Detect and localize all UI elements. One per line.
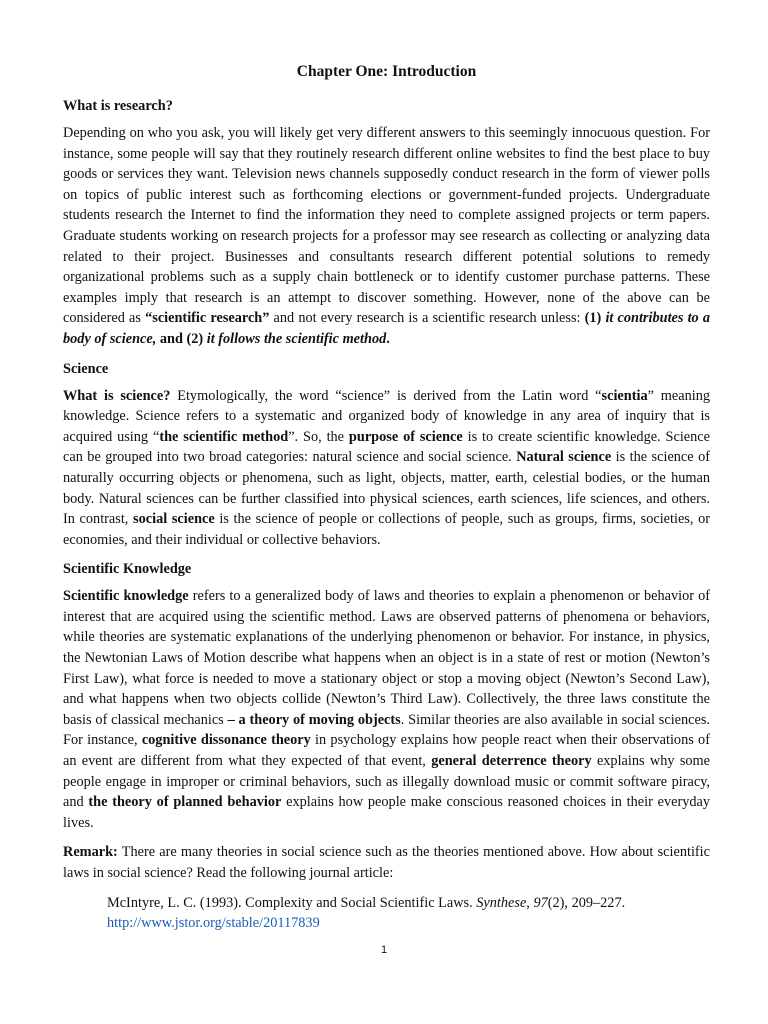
chapter-title: Chapter One: Introduction [296, 63, 477, 80]
emphasis-text: it follows the scientific method [206, 330, 387, 347]
emphasis-text: the theory of planned behavior [88, 794, 282, 811]
emphasis-text: scientia [601, 387, 648, 404]
emphasis-text: cognitive dissonance theory [141, 732, 311, 749]
emphasis-text: the scientific method [159, 428, 289, 445]
citation-journal: Synthese [476, 894, 527, 911]
emphasis-text: social science [133, 511, 215, 528]
emphasis-text: What is science? [63, 387, 171, 404]
emphasis-text: Natural science [516, 449, 612, 466]
section-heading-science: Science [63, 360, 109, 377]
citation-separator: , [526, 894, 534, 911]
emphasis-text: – a theory of moving objects [227, 711, 401, 728]
emphasis-text: it contributes to a body of science, [63, 310, 710, 347]
paragraph-scientific-knowledge: Scientific knowledge refers to a generalized body of laws and theories to explain a phenomenon or behavior of interest that are acquired using the scientific method. Laws are observed patterns of phenomena or behaviors, while theories are systematic explanations of the underlying phenomenon or behavior. For instance, in physics, the Newtonian Laws of Motion describe what happens when an object is in a state of rest or motion (Newton’s First Law), what force is needed to move a stationary object or stop a moving object (Newton’s Second Law), and what happens when two objects collide (Newton’s Third Law). Collectively, the three laws constitute the basis of classical mechanics – a theory of moving objects. Similar theories are also available in social sciences. For instance, cognitive dissonance theory in psychology explains how people react when their observations of an event are different from what they expected of that event, general deterrence theory explains why some people engage in improper or criminal behaviors, such as illegally download music or commit software piracy, and the theory of planned behavior explains how people make conscious reasoned choices in their everyday lives. [63, 588, 711, 831]
emphasis-text: (1) [584, 310, 606, 327]
paragraph-science: What is science? Etymologically, the word “science” is derived from the Latin word “scientia” meaning knowledge. Science refers to a systematic and organized body of knowledge in any area of inquiry that is acquired using “the scientific method”. So, the purpose of science is to create scientific knowledge. Science can be grouped into two broad categories: natural science and social science. Natural science is the science of naturally occurring objects or phenomena, such as light, objects, matter, earth, celestial bodies, or the human body. Natural sciences can be further classified into physical sciences, earth sciences, life sciences, and others. In contrast, social science is the science of people or collections of people, such as groups, firms, societies, or economies, and their individual or collective behaviors. [63, 387, 711, 548]
reference-link[interactable]: http://www.jstor.org/stable/20117839 [107, 915, 320, 932]
reference-citation [107, 893, 710, 934]
emphasis-text: general deterrence theory [431, 753, 592, 770]
section-heading-what-is-research: What is research? [63, 98, 173, 114]
emphasis-text: Remark: [63, 844, 118, 861]
emphasis-text: and (2) [156, 330, 207, 347]
emphasis-text: purpose of science [348, 428, 463, 445]
page-number: 1 [380, 944, 388, 956]
citation-issue-pages: (2), 209–227. [547, 894, 626, 911]
citation-volume: 97 [533, 894, 548, 911]
section-heading-scientific-knowledge: Scientific Knowledge [63, 561, 192, 578]
emphasis-text: “scientific research” [145, 310, 270, 327]
emphasis-text: Scientific knowledge [63, 588, 189, 605]
remark-paragraph: Remark: There are many theories in social science such as the theories mentioned above. How about scientific laws in social science? Read the following journal article: [63, 844, 710, 881]
emphasis-text: . [386, 330, 390, 347]
paragraph-what-is-research: Depending on who you ask, you will likely get very different answers to this seemingly innocuous question. For instance, some people will say that they routinely research different online websites to find the best place to buy goods or services they want. Television news channels supposedly conduct research in the form of viewer polls on topics of public interest such as forthcoming elections or government-funded projects. Undergraduate students research the Internet to find the information they need to complete assigned projects or term papers. Graduate students working on research projects for a professor may see research as collecting or analyzing data related to their project. Businesses and consultants research different potential solutions to remedy organizational problems such as a supply chain bottleneck or to identify customer purchase patterns. These examples imply that research is an attempt to discover something. However, none of the above can be considered as “scientific research” and not every research is a scientific research unless: (1) it contributes to a body of science, and (2) it follows the scientific method. [63, 125, 710, 347]
citation-authors-title: McIntyre, L. C. (1993). Complexity and Social Scientific Laws. [107, 894, 477, 911]
